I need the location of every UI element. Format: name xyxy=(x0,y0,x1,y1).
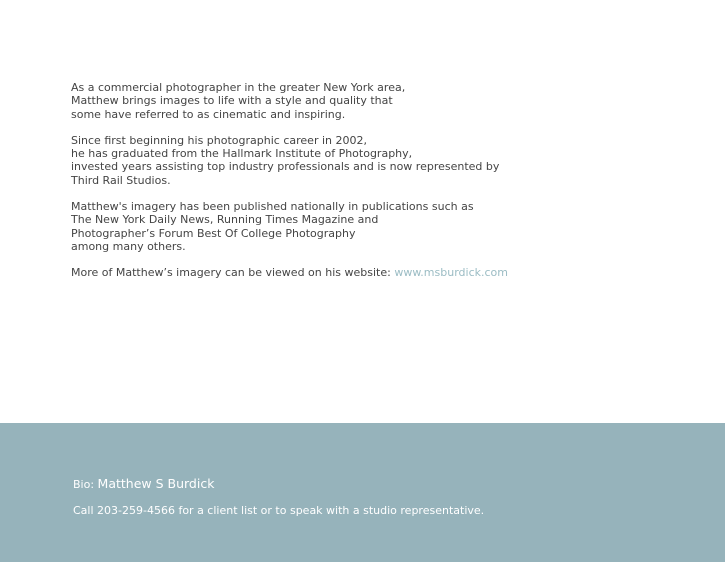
bio-line: Matthew brings images to life with a style and quality that xyxy=(71,94,393,108)
bio-line: invested years assisting top industry professionals and is now represented by xyxy=(71,160,500,174)
bio-line: among many others. xyxy=(71,239,186,253)
website-link[interactable]: www.msburdick.com xyxy=(394,266,508,280)
bio-line: Since first beginning his photographic career in 2002, xyxy=(71,133,367,147)
bio-line: As a commercial photographer in the greater New York area, xyxy=(71,81,406,94)
bio-content xyxy=(71,81,551,293)
bio-line: he has graduated from the Hallmark Institute of Photography, xyxy=(71,147,413,161)
bio-paragraph-publications xyxy=(71,200,551,253)
footer-bio-name: Matthew S Burdick xyxy=(97,476,215,491)
bio-paragraph-intro xyxy=(71,81,551,121)
footer-bio-label: Bio: xyxy=(73,478,98,491)
bio-line: Third Rail Studios. xyxy=(71,173,171,187)
bio-paragraph-career xyxy=(71,134,551,187)
bio-line: some have referred to as cinematic and inspiring. xyxy=(71,107,346,121)
bio-line: The New York Daily News, Running Times Magazine and xyxy=(71,213,379,227)
footer-bar xyxy=(0,423,725,562)
footer-contact-text: Call 203-259-4566 for a client list or to speak with a studio representative. xyxy=(73,504,485,517)
bio-line: Matthew's imagery has been published nationally in publications such as xyxy=(71,200,474,214)
footer-bio-heading xyxy=(73,476,214,491)
bio-line: Photographer’s Forum Best Of College Photography xyxy=(71,226,356,240)
bio-paragraph-website xyxy=(71,266,551,279)
website-prefix-text: More of Matthew’s imagery can be viewed on his website: xyxy=(71,266,395,280)
bio-website-line xyxy=(71,266,551,279)
